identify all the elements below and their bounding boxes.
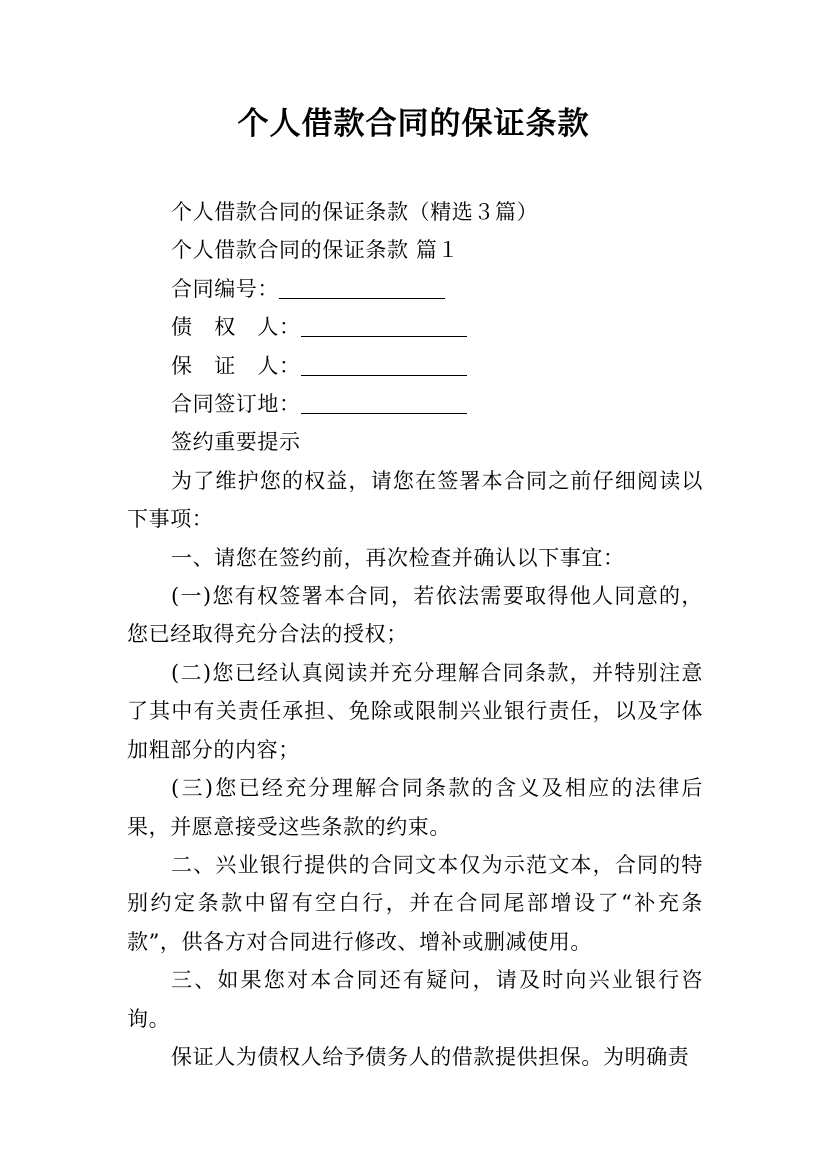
- document-title: 个人借款合同的保证条款: [237, 106, 590, 142]
- blank-line: [301, 391, 467, 414]
- field-contract-no: [127, 270, 703, 308]
- field-label: 合同编号：: [171, 276, 279, 301]
- blank-line: [301, 314, 467, 337]
- paragraph-intro: 为了维护您的权益，请您在签署本合同之前仔细阅读以下事项：: [127, 468, 703, 532]
- document-body: [127, 193, 703, 1076]
- subtitle: 个人借款合同的保证条款（精选３篇）: [171, 200, 539, 224]
- field-label: 保 证 人：: [171, 353, 301, 378]
- field-guarantor: [127, 347, 703, 385]
- paragraph-closing: 保证人为债权人给予债务人的借款提供担保。为明确责: [171, 1044, 690, 1069]
- paragraph-item1: 一、请您在签约前，再次检查并确认以下事宜：: [171, 545, 625, 570]
- paragraph-item2: 二、兴业银行提供的合同文本仅为示范文本，合同的特别约定条款中留有空白行，并在合同尾部增设了“补充条款”，供各方对合同进行修改、增补或删减使用。: [127, 852, 703, 954]
- section-heading: 个人借款合同的保证条款 篇１: [171, 238, 460, 263]
- field-label: 合同签订地：: [171, 392, 301, 417]
- notice-heading: 签约重要提示: [171, 430, 301, 455]
- blank-line: [279, 276, 445, 299]
- paragraph-item1-1: (一)您有权签署本合同，若依法需要取得他人同意的，您已经取得充分合法的授权；: [127, 584, 703, 647]
- blank-line: [301, 353, 467, 376]
- paragraph-item1-3: (三)您已经充分理解合同条款的含义及相应的法律后果，并愿意接受这些条款的约束。: [127, 776, 703, 839]
- field-sign-place: [127, 385, 703, 423]
- field-label: 债 权 人：: [171, 315, 301, 340]
- field-creditor: [127, 308, 703, 346]
- paragraph-item1-2: (二)您已经认真阅读并充分理解合同条款，并特别注意了其中有关责任承担、免除或限制兴业银行责任，以及字体加粗部分的内容；: [127, 660, 703, 762]
- paragraph-item3: 三、如果您对本合同还有疑问，请及时向兴业银行咨询。: [127, 968, 703, 1031]
